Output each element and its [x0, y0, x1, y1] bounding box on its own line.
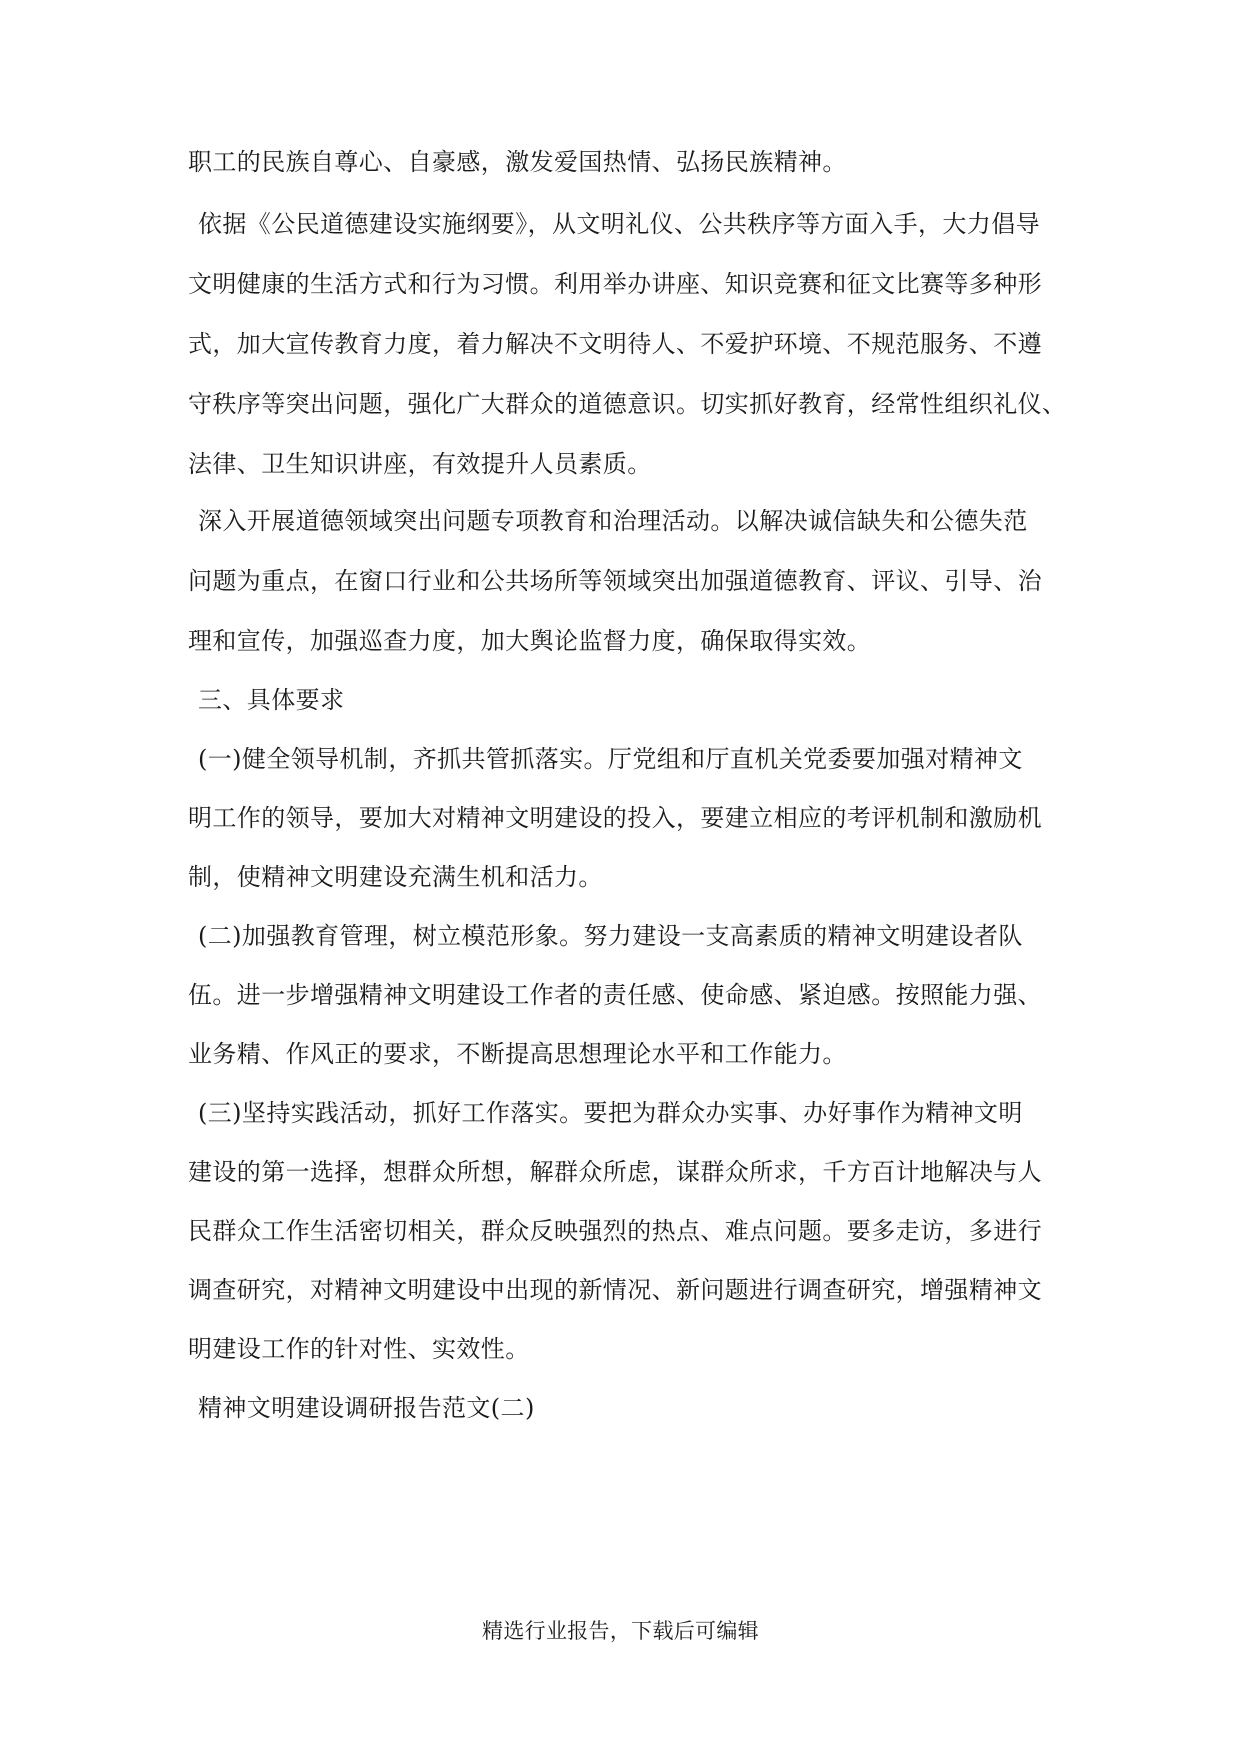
body-line-3: 文明健康的生活方式和行为习惯。利用举办讲座、知识竞赛和征文比赛等多种形 [188, 270, 1042, 298]
body-line-12: 明工作的领导，要加大对精神文明建设的投入，要建立相应的考评机制和激励机 [188, 804, 1042, 832]
body-line-7: 深入开展道德领域突出问题专项教育和治理活动。以解决诚信缺失和公德失范 [198, 507, 1028, 535]
body-line-20: 调查研究，对精神文明建设中出现的新情况、新问题进行调查研究，增强精神文 [188, 1276, 1042, 1304]
body-line-21: 明建设工作的针对性、实效性。 [188, 1335, 530, 1363]
body-line-9: 理和宣传，加强巡查力度，加大舆论监督力度，确保取得实效。 [188, 627, 872, 655]
body-line-18: 建设的第一选择，想群众所想，解群众所虑，谋群众所求，千方百计地解决与人 [188, 1158, 1042, 1186]
body-line-15: 伍。进一步增强精神文明建设工作者的责任感、使命感、紧迫感。按照能力强、 [188, 981, 1042, 1009]
body-line-14: (二)加强教育管理，树立模范形象。努力建设一支高素质的精神文明建设者队 [198, 922, 1023, 950]
body-line-11: (一)健全领导机制，齐抓共管抓落实。厅党组和厅直机关党委要加强对精神文 [198, 745, 1023, 773]
body-line-1: 职工的民族自尊心、自豪感，激发爱国热情、弘扬民族精神。 [188, 148, 847, 176]
body-line-6: 法律、卫生知识讲座，有效提升人员素质。 [188, 450, 652, 478]
body-line-13: 制，使精神文明建设充满生机和活力。 [188, 863, 603, 891]
body-line-8: 问题为重点，在窗口行业和公共场所等领域突出加强道德教育、评议、引导、治 [188, 567, 1042, 595]
section-heading: 三、具体要求 [198, 686, 345, 714]
body-line-19: 民群众工作生活密切相关，群众反映强烈的热点、难点问题。要多走访，多进行 [188, 1217, 1042, 1245]
page-footer: 精选行业报告，下载后可编辑 [482, 1619, 759, 1643]
body-line-2: 依据《公民道德建设实施纲要》，从文明礼仪、公共秩序等方面入手，大力倡导 [198, 210, 1040, 238]
body-line-5: 守秩序等突出问题，强化广大群众的道德意识。切实抓好教育，经常性组织礼仪、 [188, 390, 1067, 418]
body-line-17: (三)坚持实践活动，抓好工作落实。要把为群众办实事、办好事作为精神文明 [198, 1099, 1023, 1127]
body-line-4: 式，加大宣传教育力度，着力解决不文明待人、不爱护环境、不规范服务、不遵 [188, 330, 1042, 358]
body-line-16: 业务精、作风正的要求，不断提高思想理论水平和工作能力。 [188, 1040, 847, 1068]
report-title-line: 精神文明建设调研报告范文(二) [198, 1394, 535, 1422]
